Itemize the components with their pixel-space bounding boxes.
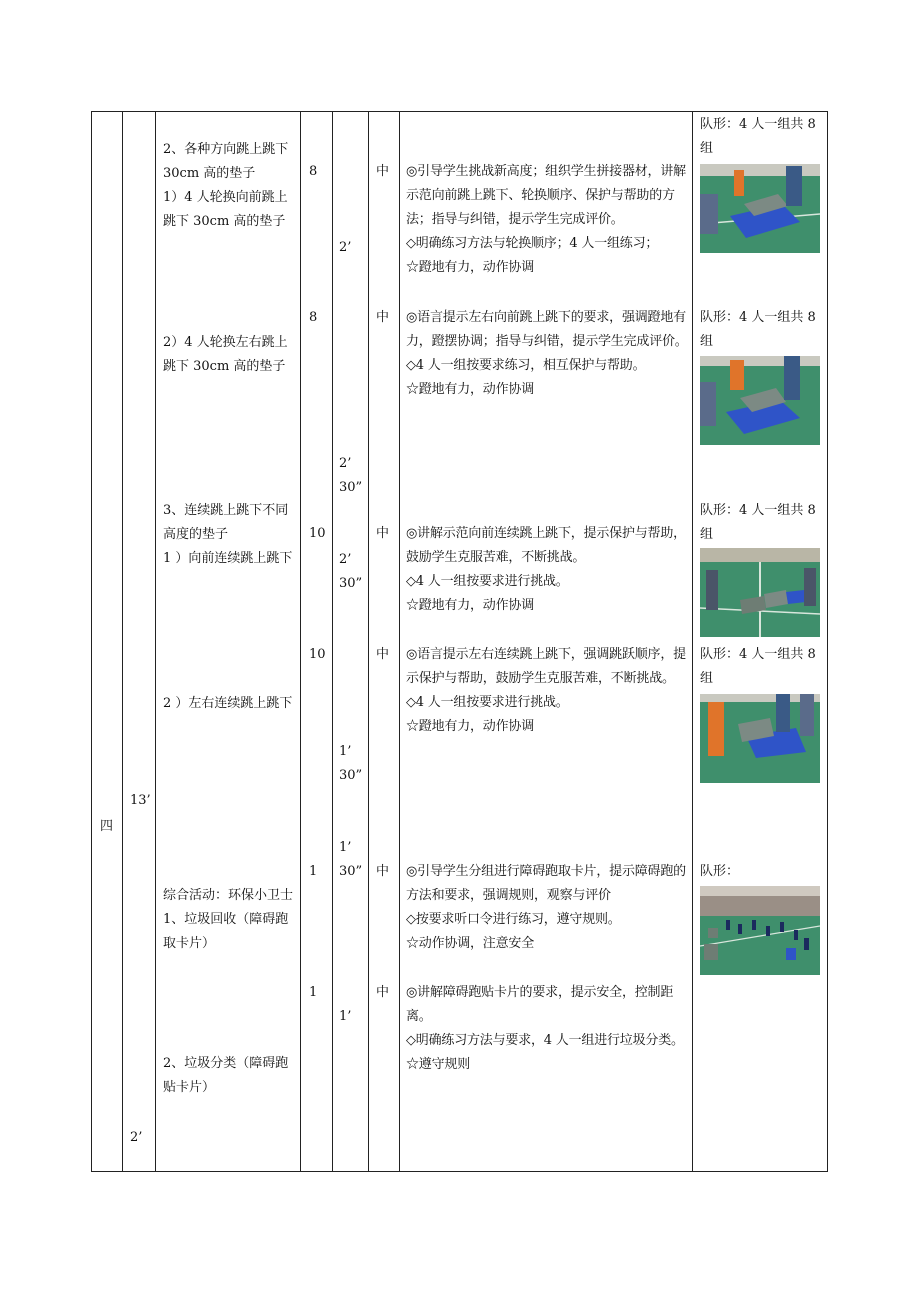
blocks-forward-photo	[700, 548, 820, 637]
section-time: 13’	[130, 793, 151, 808]
mats-forward-photo	[700, 164, 820, 253]
teaching-guide: ◎语言提示左右向前跳上跳下的要求，强调蹬地有力，蹬摆协调；指导与纠错，提示学生完成评价。 ◇4 人一组按要求练习，相互保护与帮助。 ☆蹬地有力，动作协调	[406, 310, 688, 397]
formation-text: 队形：	[700, 864, 740, 879]
duration: 1’ 30”	[339, 744, 363, 783]
step-text: 3、连续跳上跳下不同高度的垫子 1 ）向前连续跳上跳下	[163, 503, 293, 566]
mats-side-photo	[700, 356, 820, 445]
repeat-count: 8	[309, 164, 318, 179]
obstacle-course-photo	[700, 886, 820, 975]
formation-text: 队形：4 人一组共 8 组	[700, 310, 820, 349]
step-text: 2 ）左右连续跳上跳下	[163, 696, 293, 711]
intensity-level: 中	[376, 164, 390, 179]
column-divider	[122, 112, 123, 1171]
repeat-count: 10	[309, 526, 326, 541]
duration: 1’	[339, 1009, 352, 1024]
step-text: 综合活动：环保小卫士 1、垃圾回收（障碍跑取卡片）	[163, 888, 294, 951]
teaching-guide: ◎讲解障碍跑贴卡片的要求，提示安全，控制距离。 ◇明确练习方法与要求，4 人一组进行垃圾分类。 ☆遵守规则	[406, 985, 684, 1072]
formation-text: 队形：4 人一组共 8 组	[700, 117, 820, 156]
intensity-level: 中	[376, 310, 390, 325]
repeat-count: 1	[309, 864, 318, 879]
step-text: 2、垃圾分类（障碍跑贴卡片）	[163, 1056, 289, 1095]
duration: 2’ 30”	[339, 456, 363, 495]
duration: 1’ 30”	[339, 840, 363, 879]
teaching-guide: ◎讲解示范向前连续跳上跳下，提示保护与帮助，鼓励学生克服苦难，不断挑战。 ◇4 人一组按要求进行挑战。 ☆蹬地有力，动作协调	[406, 526, 686, 613]
column-divider	[155, 112, 156, 1171]
section-label: 四	[100, 819, 114, 834]
repeat-count: 10	[309, 647, 326, 662]
intensity-level: 中	[376, 526, 390, 541]
column-divider	[692, 112, 693, 1171]
teaching-guide: ◎引导学生挑战新高度；组织学生拼接器材，讲解示范向前跳上跳下、轮换顺序、保护与帮助的方法；指导与纠错，提示学生完成评价。 ◇明确练习方法与轮换顺序；4 人一组练习； ☆蹬地有力，动作协调	[406, 164, 686, 275]
column-divider	[300, 112, 301, 1171]
intensity-level: 中	[376, 985, 390, 1000]
formation-text: 队形：4 人一组共 8 组	[700, 647, 820, 686]
teaching-guide: ◎引导学生分组进行障碍跑取卡片，提示障碍跑的方法和要求，强调规则，观察与评价 ◇按要求听口令进行练习，遵守规则。 ☆动作协调，注意安全	[406, 864, 686, 951]
section-time-end: 2’	[130, 1130, 143, 1145]
repeat-count: 8	[309, 310, 318, 325]
teaching-guide: ◎语言提示左右连续跳上跳下，强调跳跃顺序，提示保护与帮助，鼓励学生克服苦难，不断挑战。 ◇4 人一组按要求进行挑战。 ☆蹬地有力，动作协调	[406, 647, 686, 734]
formation-text: 队形：4 人一组共 8 组	[700, 503, 820, 542]
blocks-side-photo	[700, 694, 820, 783]
column-divider	[332, 112, 333, 1171]
intensity-level: 中	[376, 647, 390, 662]
duration: 2’ 30”	[339, 552, 363, 591]
intensity-level: 中	[376, 864, 390, 879]
column-divider	[399, 112, 400, 1171]
step-text: 2、各种方向跳上跳下30cm 高的垫子 1）4 人轮换向前跳上跳下 30cm 高的垫子	[163, 142, 289, 229]
step-text: 2）4 人轮换左右跳上跳下 30cm 高的垫子	[163, 335, 288, 374]
duration: 2’	[339, 240, 352, 255]
repeat-count: 1	[309, 985, 318, 1000]
